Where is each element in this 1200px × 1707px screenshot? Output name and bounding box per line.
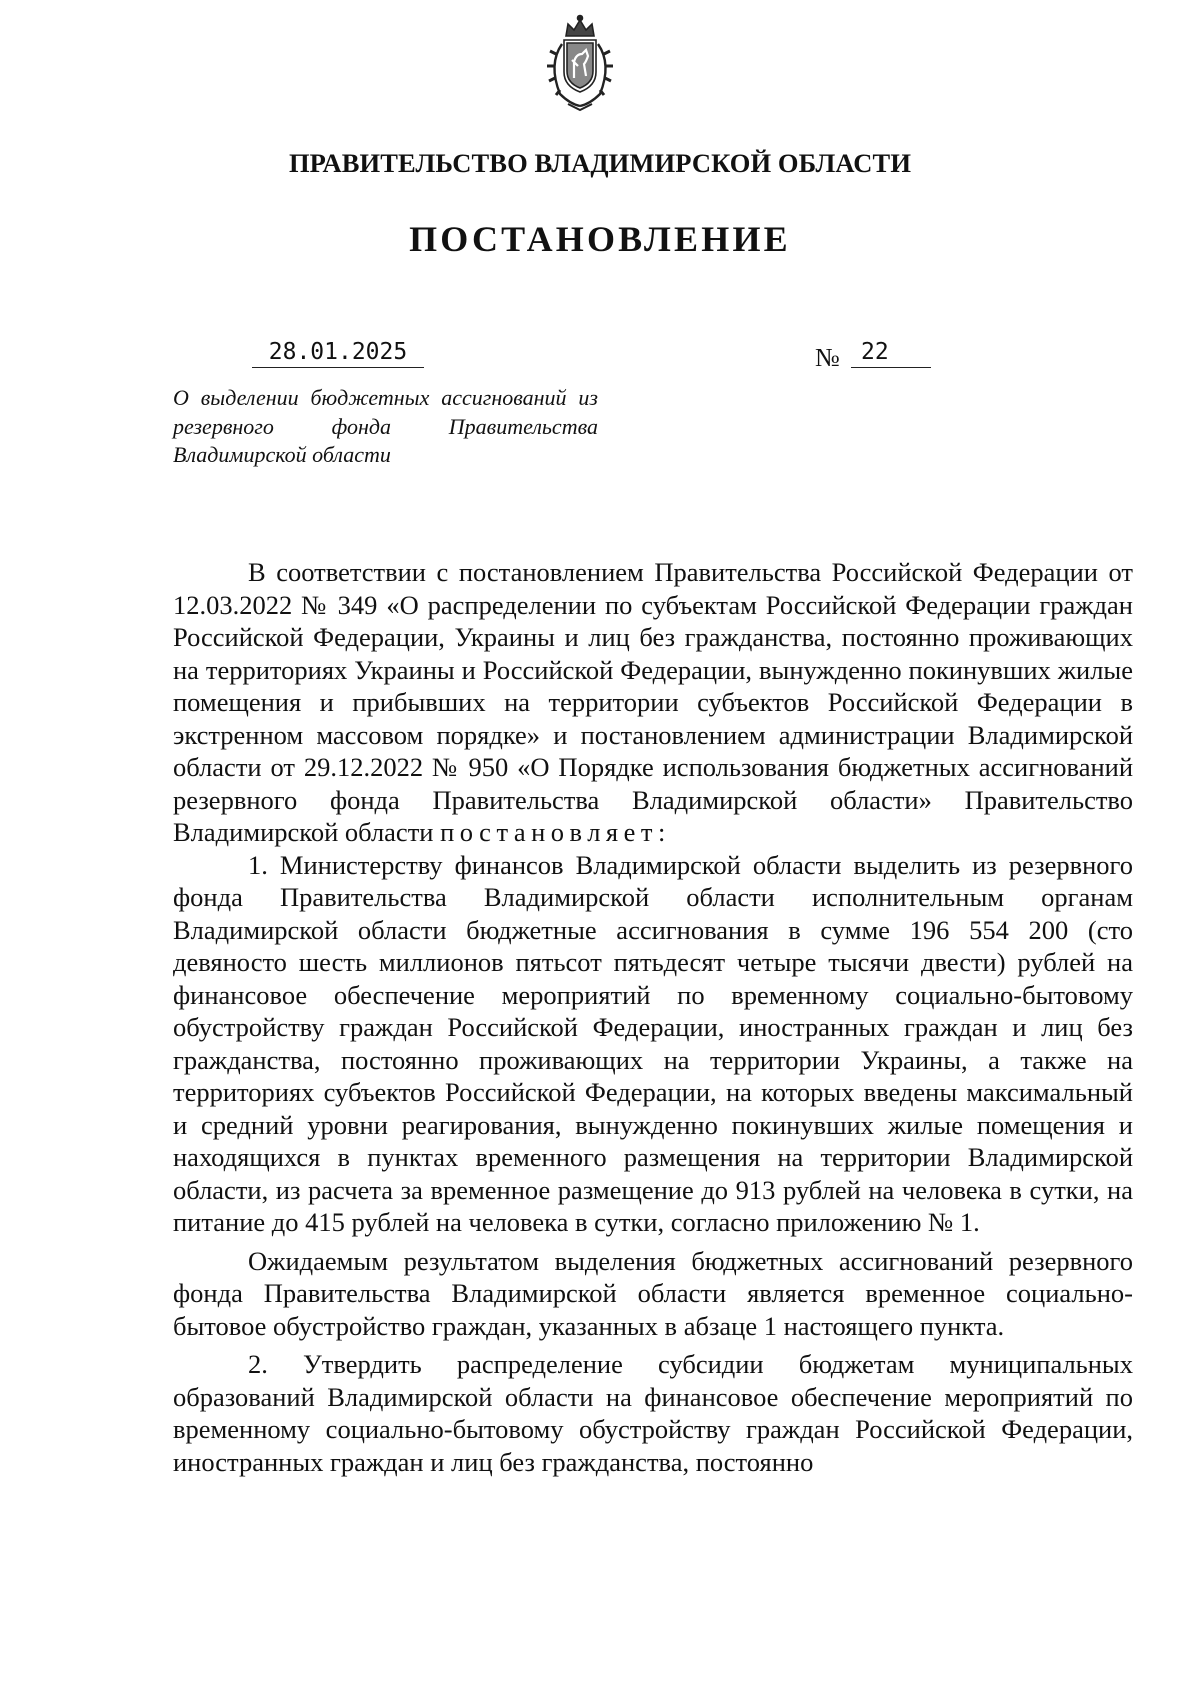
preamble-text: В соответствии с постановлением Правительства Российской Федерации от 12.03.2022 № 349 «О распределении по субъектам Российской Федерации граждан Российской Федерации, Украины и лиц без гражданства, постоянно проживающих на территориях Украины и Российской Федерации, вынужденно покинувших жилые помещения и прибывших на территории субъектов Российской Федерации в экстренном массовом порядке» и постановлением администрации Владимирской области от 29.12.2022 № 950 «О Порядке использования бюджетных ассигнований резервного фонда Правительства Владимирской области» Правительство Владимирской области [173,557,1133,847]
resolves-word: постановляет: [440,817,671,847]
paragraph-expected-result: Ожидаемым результатом выделения бюджетных ассигнований резервного фонда Правительства Владимирской области является временное социально-бытовое обустройство граждан, указанных в абзаце 1 настоящего пункта. [173,1245,1133,1341]
document-number: 22 [851,339,931,368]
document-subject: О выделении бюджетных ассигнований из резервного фонда Правительства Владимирской области [173,385,598,467]
number-sign: № [815,343,840,372]
preamble-paragraph [173,556,1133,849]
paragraph-2: 2. Утвердить распределение субсидии бюджетам муниципальных образований Владимирской области на финансовое обеспечение мероприятий по временному социально-бытовому обустройству граждан Российской Федерации, иностранных граждан и лиц без гражданства, постоянно [173,1349,1133,1477]
organization-title: ПРАВИТЕЛЬСТВО ВЛАДИМИРСКОЙ ОБЛАСТИ [288,148,912,178]
paragraph-1: 1. Министерству финансов Владимирской области выделить из резервного фонда Правительства Владимирской области исполнительным органам Владимирской области бюджетные ассигнования в сумме 196 554 200 (сто девяносто шесть миллионов пятьсот пятьдесят четыре тысячи двести) рублей на финансовое обеспечение мероприятий по временному социально-бытовому обустройству граждан Российской Федерации, иностранных граждан и лиц без гражданства, постоянно проживающих на территории Украины, а также на территориях субъектов Российской Федерации, на которых введены максимальный и средний уровни реагирования, вынужденно покинувших жилые помещения и находящихся в пунктах временного размещения на территории Владимирской области, из расчета за временное размещение до 913 рублей на человека в сутки, на питание до 415 рублей на человека в сутки, согласно приложению № 1. [173,849,1133,1237]
document-body [173,556,1133,1478]
document-date: 28.01.2025 [252,339,424,368]
coat-of-arms-icon [540,14,620,114]
document-type-title: ПОСТАНОВЛЕНИЕ [409,219,791,259]
